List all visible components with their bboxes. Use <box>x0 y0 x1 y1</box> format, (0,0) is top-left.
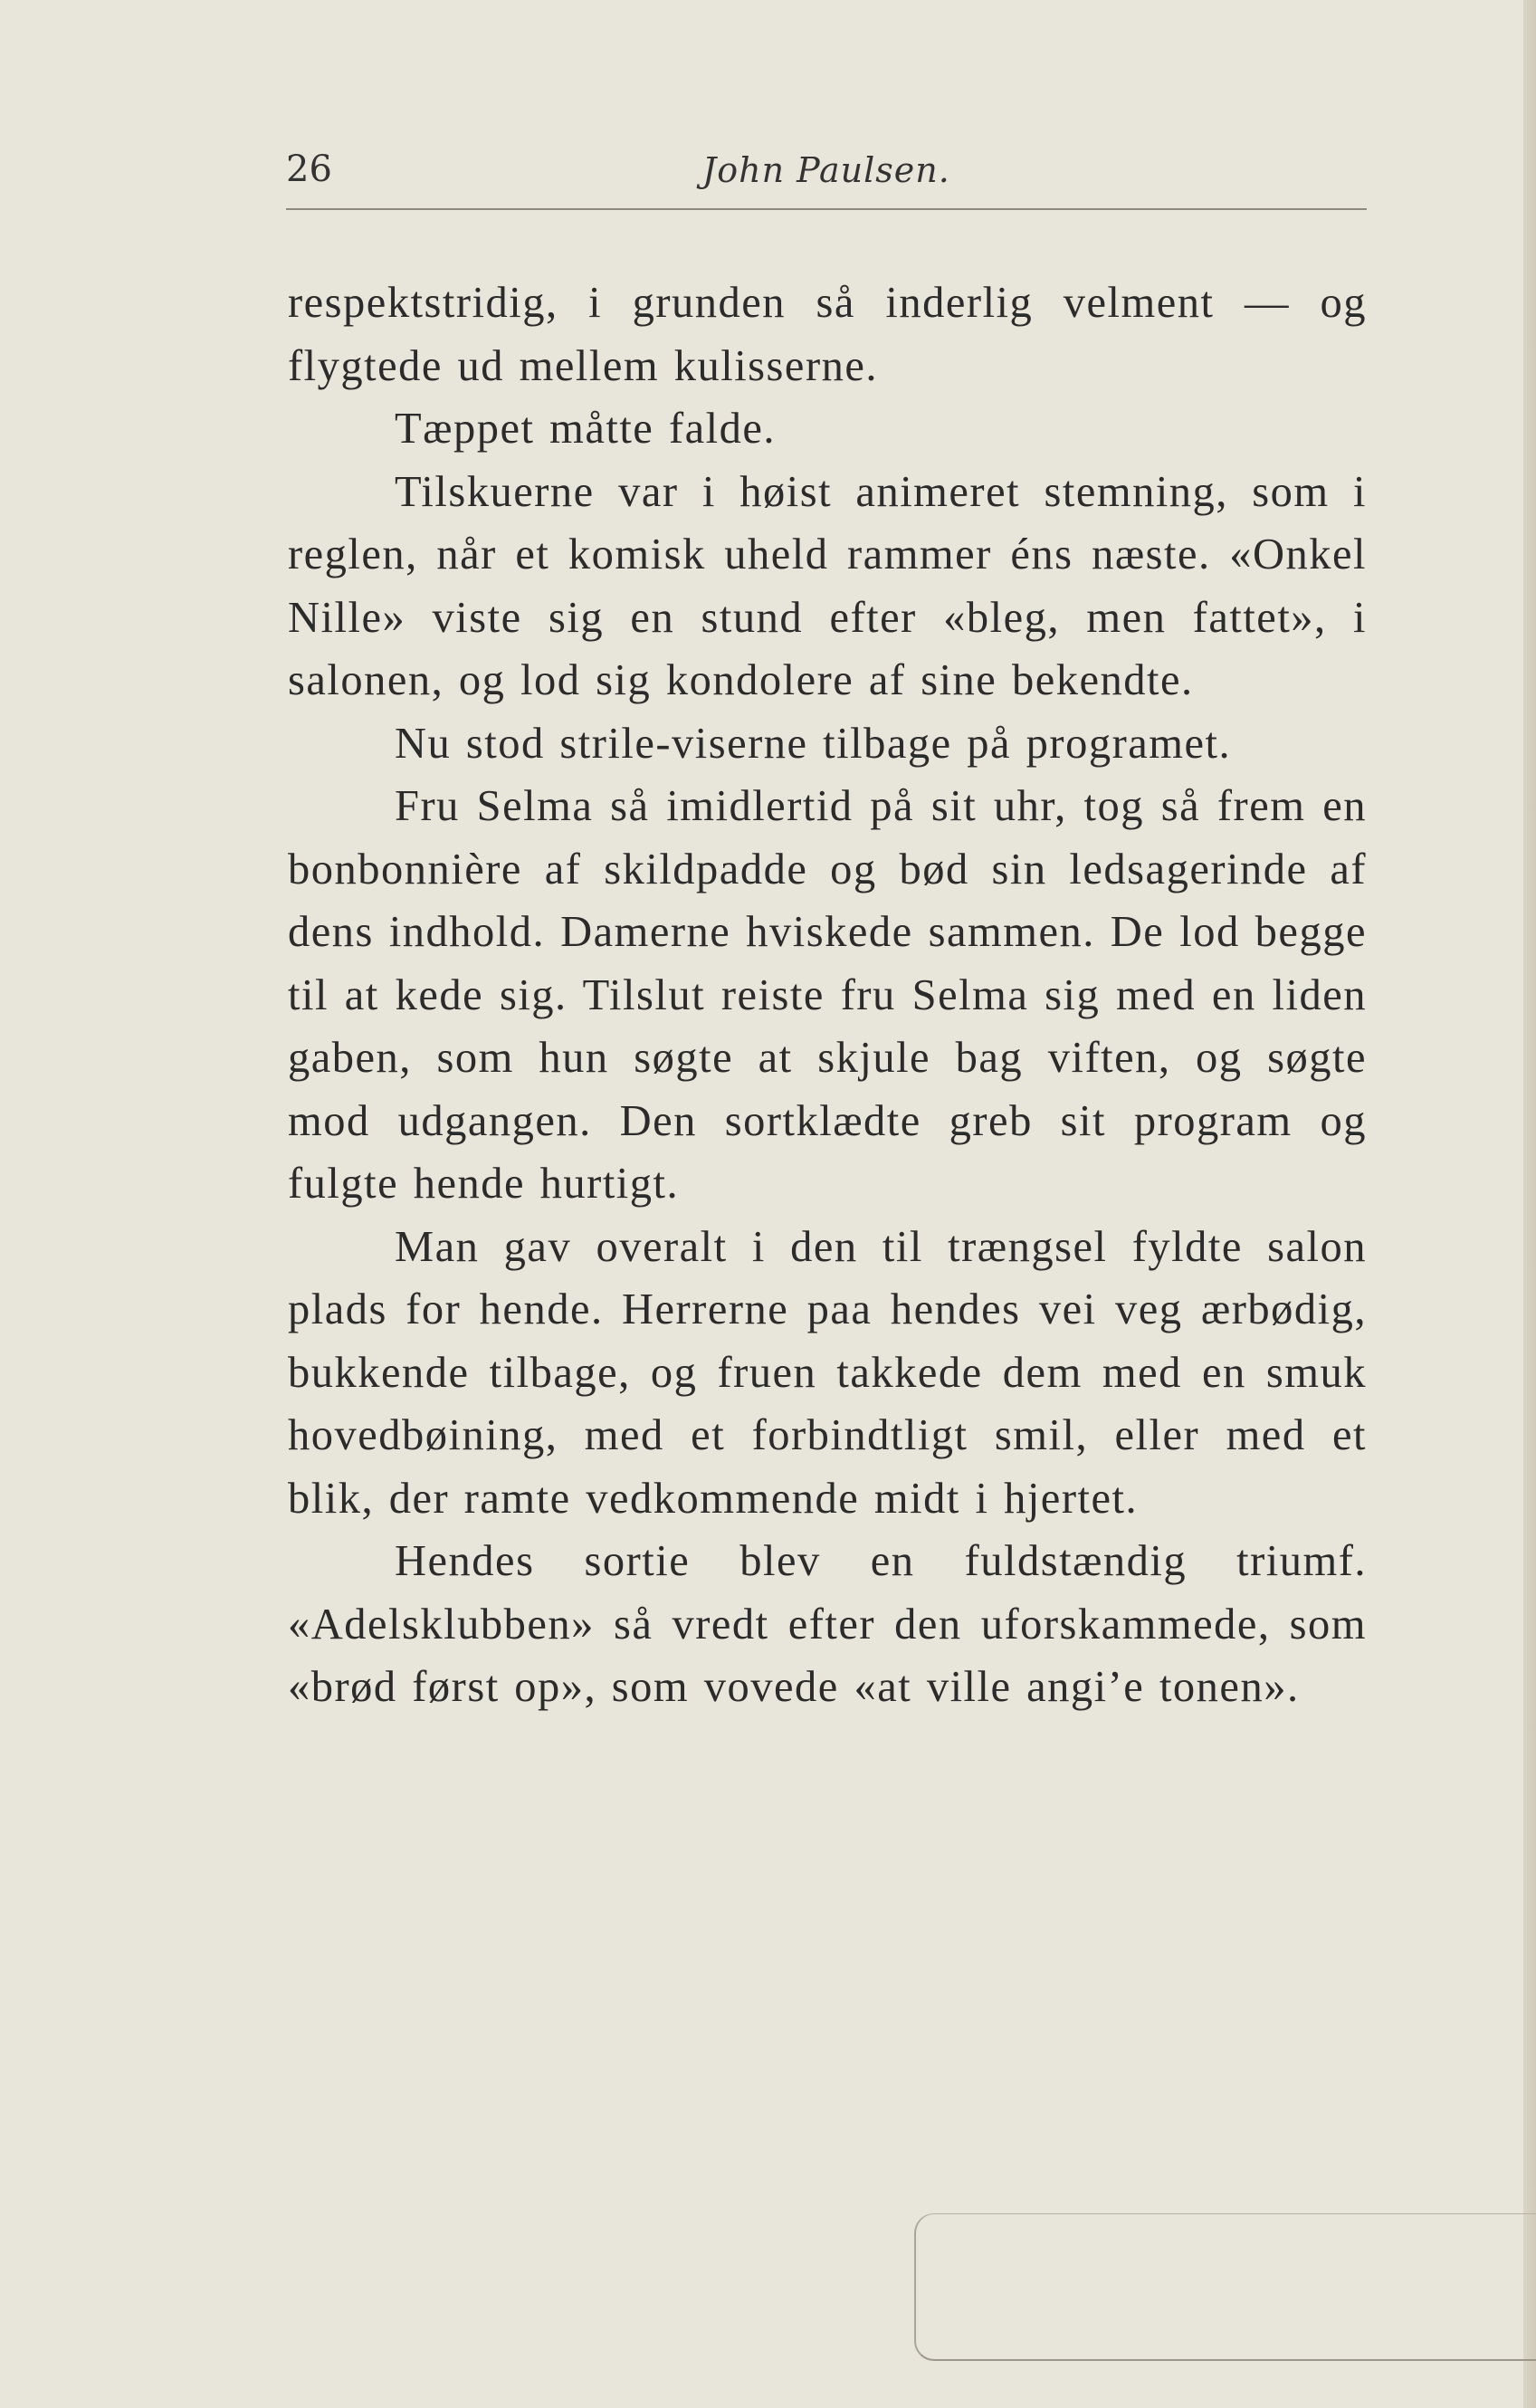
header-rule <box>286 208 1367 210</box>
paragraph: respektstridig, i grunden så inderlig velment — og flygtede ud mellem kulisserne. <box>288 279 1367 390</box>
page-number: 26 <box>286 148 332 190</box>
paragraph: Tæppet måtte falde. <box>395 405 777 453</box>
page-corner-mark <box>914 2213 1536 2361</box>
running-title: John Paulsen. <box>702 150 950 190</box>
paragraph: Hendes sortie blev en fuldstændig triumf. «Adelsklubben» så vredt efter den uforskammede, som «brød først op», som vovede «at ville angi’e tonen». <box>288 1537 1367 1711</box>
paragraph: Fru Selma så imidlertid på sit uhr, tog så frem en bonbonnière af skildpadde og bød sin ledsagerinde af dens indhold. Damerne hviskede sammen. De lod begge til at kede sig. Tilslut reiste fru Selma sig med en liden gaben, som hun søgte at skjule bag viften, og søgte mod udgangen. Den sortklædte greb sit program og fulgte hende hurtigt. <box>288 782 1367 1208</box>
paragraph: Nu stod strile-viserne tilbage på programet. <box>395 719 1232 768</box>
page-header <box>286 145 1369 199</box>
body-text <box>288 272 1367 1719</box>
paragraph: Tilskuerne var i høist animeret stemning, som i reglen, når et komisk uheld rammer éns næste. «Onkel Nille» viste sig en stund efter «bleg, men fattet», i salonen, og lod sig kondolere af sine bekendte. <box>288 467 1367 704</box>
paragraph: Man gav overalt i den til trængsel fyldte salon plads for hende. Herrerne paa hendes vei veg ærbødig, bukkende tilbage, og fruen takkede dem med en smuk hovedbøining, med et forbindtligt smil, eller med et blik, der ramte vedkommende midt i hjertet. <box>288 1222 1367 1523</box>
page-edge <box>1523 0 1536 2408</box>
